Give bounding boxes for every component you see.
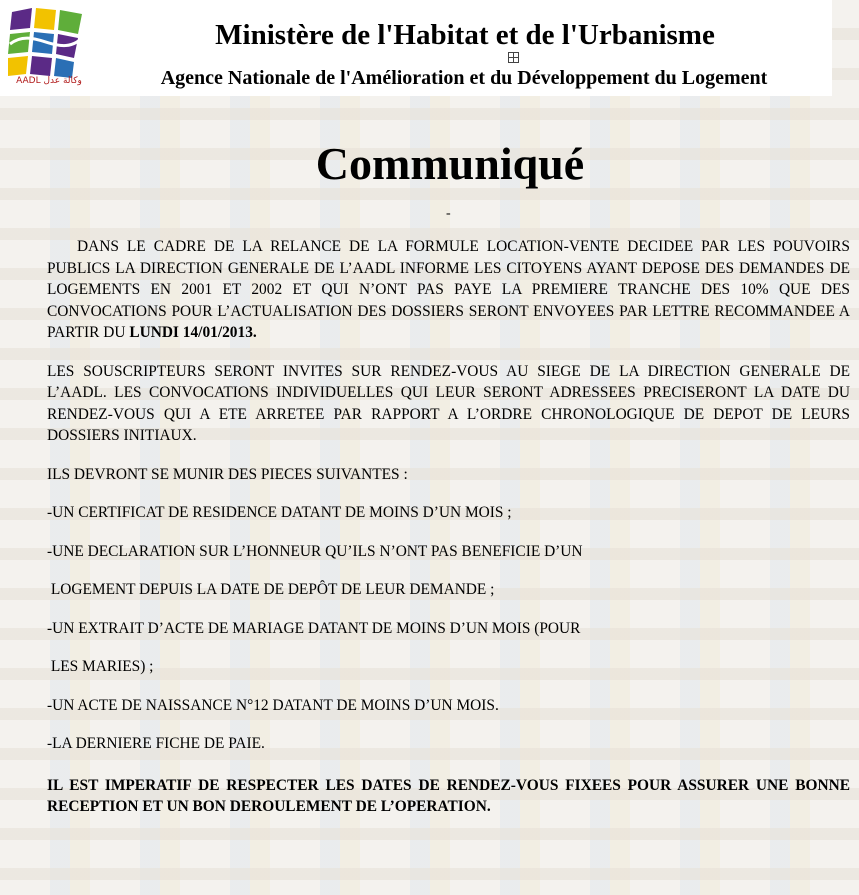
ministry-title: Ministère de l'Habitat et de l'Urbanisme: [215, 19, 715, 51]
document-item-birth: -UN ACTE DE NAISSANCE N°12 DATANT DE MOINS D’UN MOIS.: [47, 696, 499, 714]
document-item-payslip: -LA DERNIERE FICHE DE PAIE.: [47, 735, 265, 752]
document-item-declaration: -UNE DECLARATION SUR L’HONNEUR QU’ILS N’ONT PAS BENEFICIE D’UN: [47, 542, 583, 560]
page-title: Communiqué: [315, 138, 585, 189]
documents-intro: ILS DEVRONT SE MUNIR DES PIECES SUIVANTES :: [47, 465, 408, 483]
document-item-marriage-cont: LES MARIES) ;: [47, 658, 154, 675]
placeholder-icon: [508, 52, 519, 63]
logo-caption: AADL وكالة عدل: [16, 76, 82, 86]
letterhead: [0, 0, 832, 96]
document-item-declaration-cont: LOGEMENT DEPUIS LA DATE DE DEPÔT DE LEUR DEMANDE ;: [47, 581, 495, 598]
agency-title: Agence Nationale de l'Amélioration et du Développement du Logement: [160, 67, 768, 89]
communique-body: [47, 236, 850, 818]
document-item-marriage: -UN EXTRAIT D’ACTE DE MARIAGE DATANT DE MOINS D’UN MOIS (POUR: [47, 619, 581, 637]
paragraph-final-notice: IL EST IMPERATIF DE RESPECTER LES DATES DE RENDEZ-VOUS FIXEES POUR ASSURER UNE BONNE RECEPTION ET UN BON DEROULEMENT DE L’OPERATION.: [47, 776, 850, 815]
announcement-text: DANS LE CADRE DE LA RELANCE DE LA FORMULE LOCATION-VENTE DECIDEE PAR LES POUVOIRS PUBLICS LA DIRECTION GENERALE DE L’AADL INFORME LES CITOYENS AYANT DEPOSE DES DEMANDES DE LOGEMENTS EN 2001 ET 2002 ET QUI N’ONT PAS PAYE LA PREMIERE TRANCHE DES 10% QUE DES CONVOCATIONS POUR L’ACTUALISATION DES DOSSIERS SERONT ENVOYEES PAR LETTRE RECOMMANDEE A PARTIR DU: [47, 238, 850, 341]
dash-separator: -: [446, 206, 451, 221]
paragraph-announcement: [47, 236, 850, 344]
announcement-date: LUNDI 14/01/2013.: [129, 324, 257, 341]
paragraph-appointment: LES SOUSCRIPTEURS SERONT INVITES SUR RENDEZ-VOUS AU SIEGE DE LA DIRECTION GENERALE DE L’AADL. LES CONVOCATIONS INDIVIDUELLES QUI LEUR SERONT ADRESSEES PRECISERONT LA DATE DU RENDEZ-VOUS QUI A ETE ARRETEE PAR RAPPORT A L’ORDRE CHRONOLOGIQUE DE DEPOT DE LEURS DOSSIERS INITIAUX.: [47, 362, 850, 444]
document-item-residence: -UN CERTIFICAT DE RESIDENCE DATANT DE MOINS D’UN MOIS ;: [47, 504, 512, 521]
